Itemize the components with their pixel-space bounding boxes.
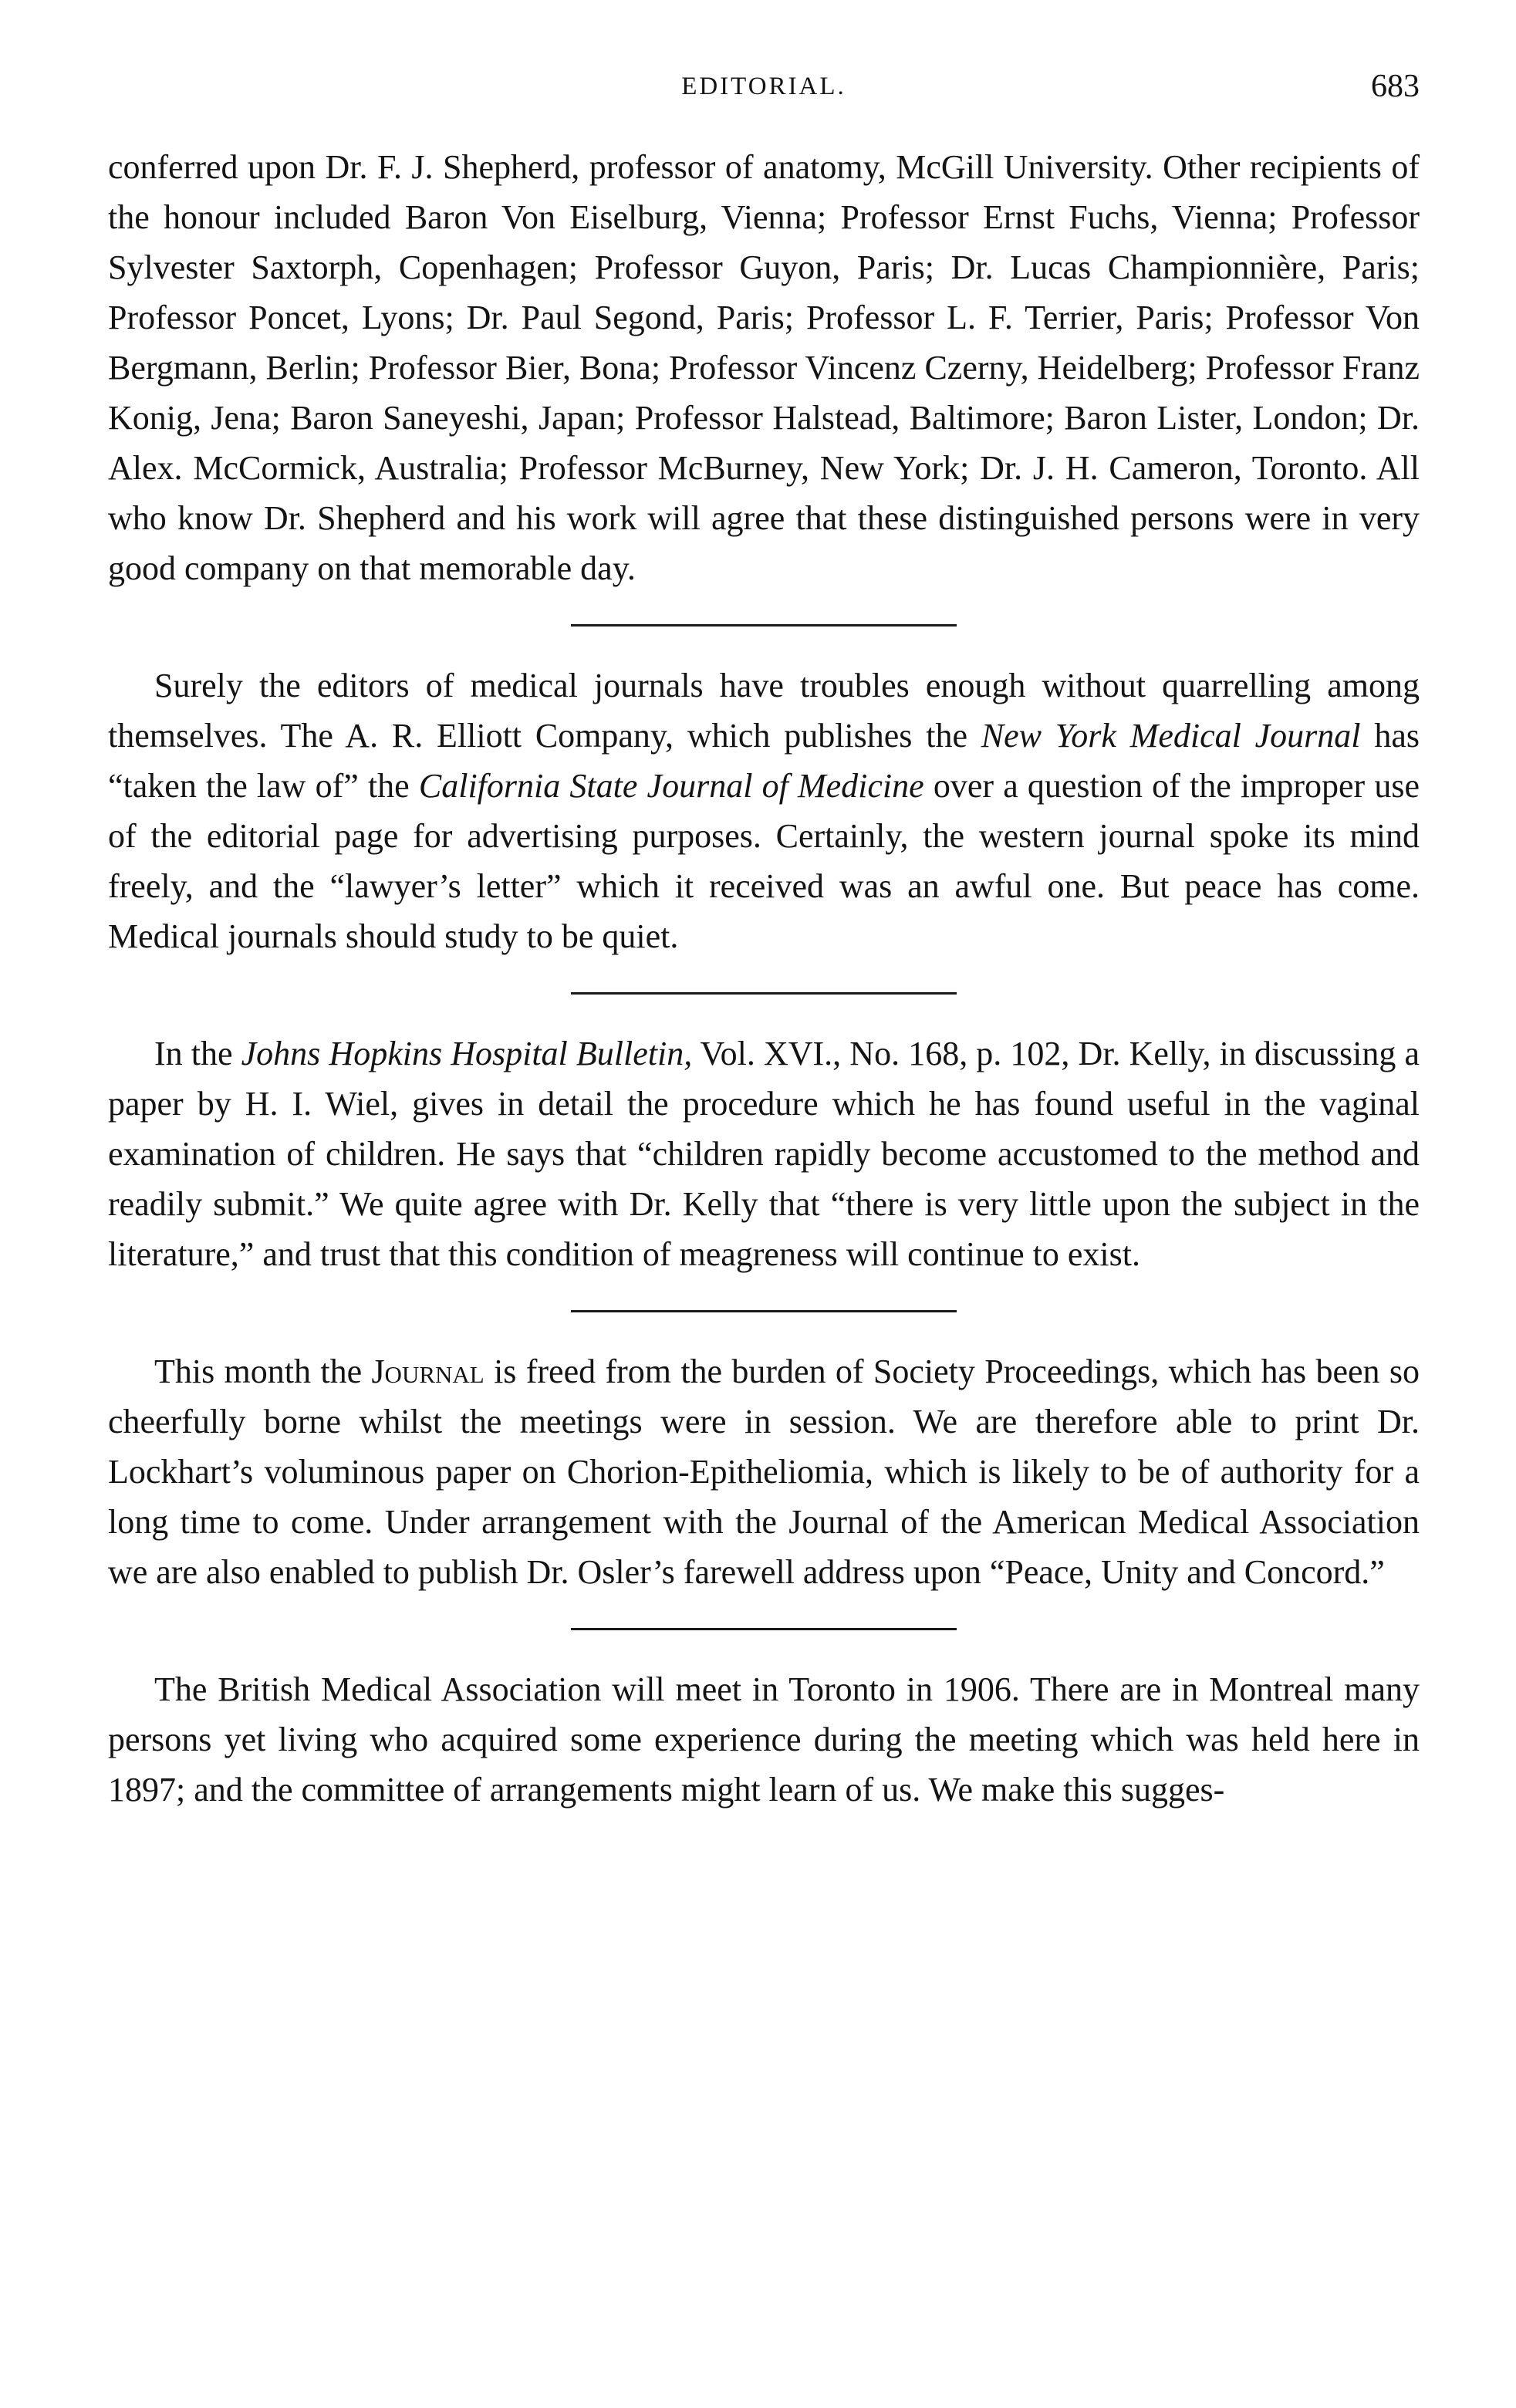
running-title: EDITORIAL. bbox=[681, 73, 846, 100]
journal-title-italic: California State Journal of Medicine bbox=[418, 767, 924, 805]
paragraph-society-proceedings bbox=[108, 1346, 1420, 1597]
paragraph-hopkins-bulletin bbox=[108, 1028, 1420, 1279]
text-run: has “taken the law of” the bbox=[108, 717, 1420, 805]
section-divider bbox=[571, 1310, 957, 1312]
text-run: Surely the editors of medical journals have troubles enough without quarrelling among themselves. The A. R. Elliott Company, which publishes the bbox=[108, 667, 1420, 755]
page bbox=[108, 68, 1420, 2352]
text-run: over a question of the improper use of the editorial page for advertising purposes. Certainly, the western journal spoke its mind freely, and the “lawyer’s letter” which it received was an awful one. But peace has come. Medical journals should study to be quiet. bbox=[108, 767, 1420, 955]
section-divider bbox=[571, 992, 957, 995]
paragraph-british-medical-association: The British Medical Association will meet in Toronto in 1906. There are in Montreal many persons yet living who acquired some experience during the meeting which was held here in 1897; and the committee of arrangements might learn of us. We make this sugges- bbox=[108, 1670, 1420, 1809]
text-run: In the bbox=[154, 1035, 241, 1072]
paragraph-honorary-degrees: conferred upon Dr. F. J. Shepherd, professor of anatomy, McGill University. Other recipients of the honour included Baron Von Eiselburg, Vienna; Professor Ernst Fuchs, Vienna; Professor Sylvester Saxtorph, Copenhagen; Professor Guyon, Paris; Dr. Lucas Championnière, Paris; Professor Poncet, Lyons; Dr. Paul Segond, Paris; Professor L. F. Terrier, Paris; Professor Von Bergmann, Berlin; Professor Bier, Bona; Professor Vincenz Czerny, Heidelberg; Professor Franz Konig, Jena; Baron Saneyeshi, Japan; Professor Halstead, Baltimore; Baron Lister, London; Dr. Alex. McCormick, Australia; Professor McBurney, New York; Dr. J. H. Cameron, Toronto. All who know Dr. Shepherd and his work will agree that these distinguished persons were in very good company on that memorable day. bbox=[108, 148, 1420, 587]
paragraph-journal-quarrel bbox=[108, 660, 1420, 961]
text-run: This month the bbox=[154, 1353, 372, 1390]
journal-title-italic: New York Medical Journal bbox=[981, 717, 1361, 755]
page-number: 683 bbox=[1371, 69, 1420, 104]
text-run: Vol. XVI., No. 168, p. 102, Dr. Kelly, in discussing a paper by H. I. Wiel, gives in detail the procedure which he has found useful in the vaginal examination of children. He says that “children rapidly become accustomed to the method and readily submit.” We quite agree with Dr. Kelly that “there is very little upon the subject in the literature,” and trust that this condition of meagreness will continue to exist. bbox=[108, 1035, 1420, 1273]
section-divider bbox=[571, 1628, 957, 1630]
running-head bbox=[108, 68, 1420, 111]
section-divider bbox=[571, 624, 957, 626]
text-run: is freed from the burden of Society Proceedings, which has been so cheerfully borne whilst the meetings were in session. We are therefore able to print Dr. Lockhart’s voluminous paper on Chorion-Epitheliomia, which is likely to be of authority for a long time to come. Under arrangement with the Journal of the American Medical Association we are also enabled to publish Dr. Osler’s farewell address upon “Peace, Unity and Concord.” bbox=[108, 1353, 1420, 1591]
journal-small-caps: Journal bbox=[371, 1353, 485, 1390]
journal-title-italic: Johns Hopkins Hospital Bulletin, bbox=[241, 1035, 693, 1072]
